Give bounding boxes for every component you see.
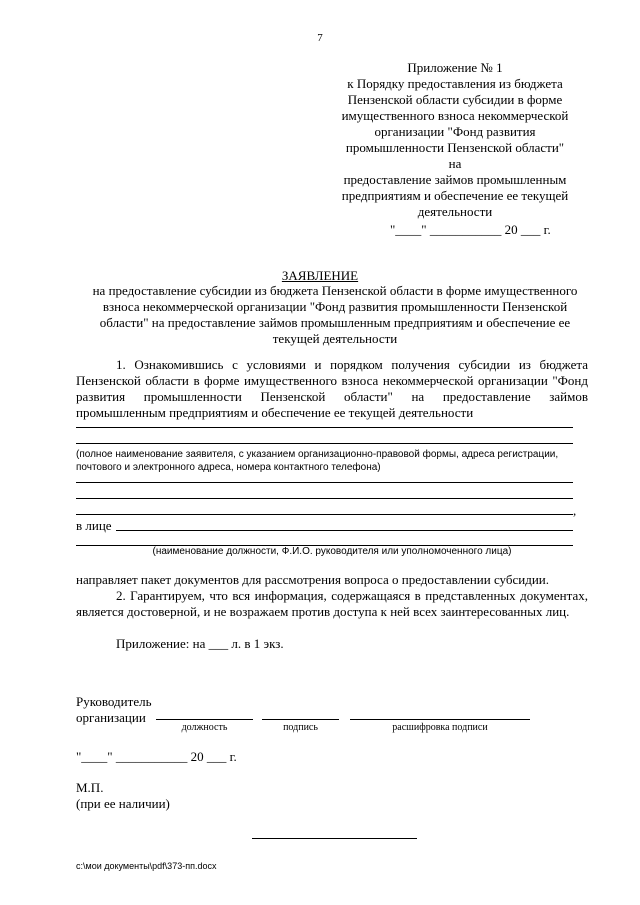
page-number: 7 [317,32,323,44]
appendix-block [340,60,570,220]
position-caption: должность [181,722,228,733]
appendix-line: к Порядку предоставления из бюджета [347,76,563,91]
signature-line[interactable] [262,719,339,720]
applicant-hint: (полное наименование заявителя, с указанием организационно-правовой формы, адреса регистрации, почтового и электронного адреса, номера контактного телефона) [76,449,559,473]
signature-head-line-2: организации [76,710,146,725]
decoding-caption: расшифровка подписи [392,722,488,733]
appendix-line: предоставление займов промышленным [343,172,567,187]
stamp-note: (при ее наличии) [76,796,170,811]
applicant-line-3[interactable] [76,482,573,483]
decoding-line[interactable] [350,719,530,720]
applicant-line-4[interactable] [76,498,573,499]
attachment-text: Приложение: на ___ л. в 1 экз. [116,636,284,651]
paragraph-2: 2. Гарантируем, что вся информация, содержащаяся в представленных документах, является достоверной, и не возражаем против доступа к ней всех заинтересованных лиц. [76,588,588,619]
applicant-line-2[interactable] [76,443,573,444]
appendix-line: организации "Фонд развития [374,124,536,139]
in-person-label: в лице [76,518,112,533]
sends-package-text: направляет пакет документов для рассмотрения вопроса о предоставлении субсидии. [76,572,550,587]
stamp-block [76,780,170,812]
appendix-line: предприятиям и обеспечение ее текущей [341,188,569,203]
footer-separator [252,838,417,839]
file-path: c:\мои документы\pdf\373-пп.docx [76,861,217,871]
signature-head-line-1: Руководитель [76,694,152,709]
comma: , [573,503,577,518]
appendix-line: имущественного взноса некоммерческой [341,108,569,123]
date-top: "____" ___________ 20 ___ г. [390,222,551,237]
signature-head [76,694,152,726]
date-bottom: "____" ___________ 20 ___ г. [76,749,237,764]
position-line[interactable] [156,719,253,720]
applicant-line-1[interactable] [76,427,573,428]
applicant-line-5[interactable] [76,514,573,515]
appendix-line: деятельности [417,204,493,219]
person-hint: (наименование должности, Ф.И.О. руководителя или уполномоченного лица) [152,546,512,557]
document-title: ЗАЯВЛЕНИЕ [281,268,359,283]
appendix-line: Приложение № 1 [407,60,503,75]
signature-caption: подпись [283,722,318,733]
appendix-line: промышленности Пензенской области" на [345,140,565,171]
person-line-1[interactable] [116,530,573,531]
document-subtitle: на предоставление субсидии из бюджета Пензенской области в форме имущественного взноса некоммерческой организации "Фонд развития промышленности Пензенской области" на предоставление займов промышленным предприятиям и обеспечение ее текущей деятельности [92,283,578,346]
stamp-label: М.П. [76,780,104,795]
paragraph-1: 1. Ознакомившись с условиями и порядком получения субсидии из бюджета Пензенской области в форме имущественного взноса некоммерческой организации "Фонд развития промышленности Пензенской области" на предоставление займов промышленным предприятиям и обеспечение ее текущей деятельности [76,357,588,420]
appendix-line: Пензенской области субсидии в форме [347,92,563,107]
